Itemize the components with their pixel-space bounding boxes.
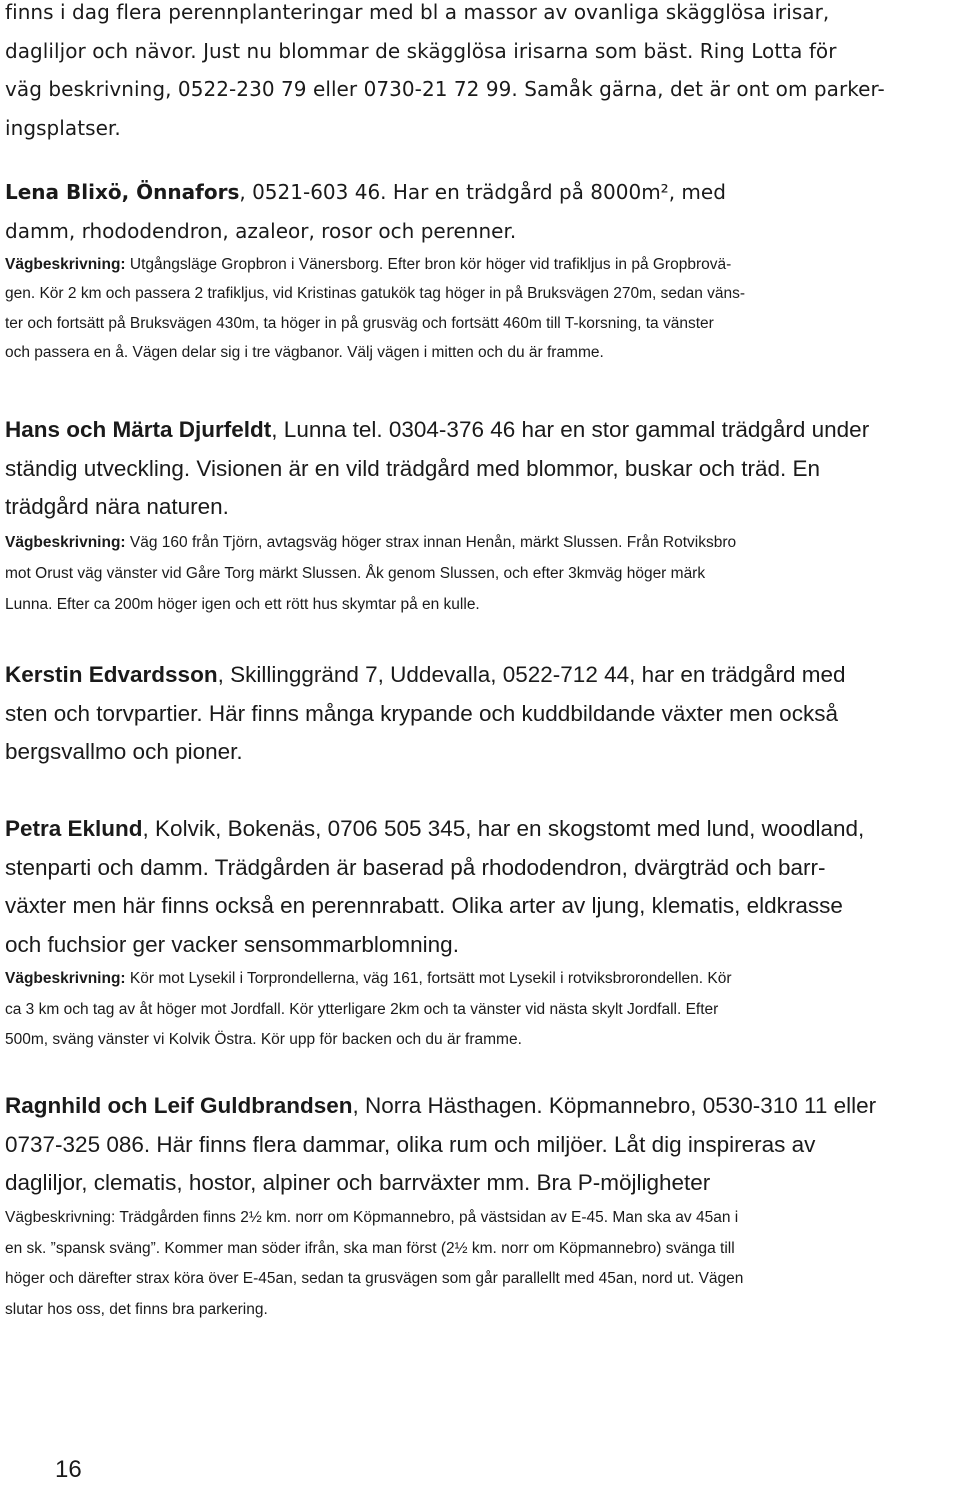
garden-name: Petra Eklund [5,816,143,841]
garden-description: bergsvallmo och pioner. [5,739,243,764]
directions-text: ca 3 km och tag av åt höger mot Jordfall. Kör ytterligare 2km och ta vänster vid nästa skylt Jordfall. Efter [5,1000,719,1018]
garden-description: och fuchsior ger vacker sensommarblomning. [5,931,459,957]
intro-line: ingsplatser. [5,115,121,140]
garden-description: trädgård nära naturen. [5,494,229,519]
directions-text: och passera en å. Vägen delar sig i tre vägbanor. Välj vägen i mitten och du är framme. [5,343,604,361]
garden-name: Kerstin Edvardsson [5,662,218,687]
directions-guldbrandsen [5,1203,955,1325]
directions-text: 500m, sväng vänster vi Kolvik Östra. Kör upp för backen och du är framme. [5,1031,522,1048]
directions-text: Kör mot Lysekil i Torprondellerna, väg 161, fortsätt mot Lysekil i rotviksbrorondellen. Kör [125,970,732,987]
garden-entry-eklund [5,810,955,964]
garden-description: sten och torvpartier. Här finns många krypande och kuddbildande växter men också [5,700,838,726]
directions-text: Vägbeskrivning: Trädgården finns 2½ km. norr om Köpmannebro, på västsidan av E-45. Man ska av 45an i [5,1209,739,1226]
directions-text: ter och fortsätt på Bruksvägen 430m, ta höger in på grusväg och fortsätt 460m till T-korsning, ta vänster [5,314,714,332]
garden-description: växter men här finns också en perennrabatt. Olika arter av ljung, klematis, eldkrasse [5,893,843,918]
directions-text: mot Orust väg vänster vid Gåre Torg märkt Slussen. Åk genom Slussen, och efter 3kmväg höger märk [5,565,706,582]
directions-text: Väg 160 från Tjörn, avtagsväg höger strax innan Henån, märkt Slussen. Från Rotviksbro [125,534,737,551]
garden-description: 0737-325 086. Här finns flera dammar, olika rum och miljöer. Låt dig inspireras av [5,1131,816,1157]
garden-description: stenparti och damm. Trädgården är baserad på rhododendron, dvärgträd och barr- [5,854,826,880]
garden-description: , Skillinggränd 7, Uddevalla, 0522-712 44, har en trädgård med [217,662,846,687]
garden-description: damm, rhododendron, azaleor, rosor och perenner. [5,218,517,243]
directions-text: gen. Kör 2 km och passera 2 trafikljus, vid Kristinas gatukök tag höger in på Bruksvägen 270m, sedan väns- [5,285,746,303]
garden-description: , Norra Hästhagen. Köpmannebro, 0530-310 11 eller [352,1093,877,1118]
intro-line: dagliljor och nävor. Just nu blommar de skägglösa irisarna som bäst. Ring Lotta för [5,38,837,63]
garden-name: Hans och Märta Djurfeldt [5,417,272,442]
garden-entry-edvardsson [5,656,955,772]
directions-text: höger och därefter strax köra över E-45an, sedan ta grusvägen som går parallellt med 45an, nord ut. Vägen [5,1270,744,1287]
intro-paragraph [5,0,955,147]
garden-entry-djurfeldt [5,411,955,527]
directions-djurfeldt [5,527,955,620]
directions-text: en sk. ”spansk sväng”. Kommer man söder ifrån, ska man först (2½ km. norr om Köpmannebro) svänga till [5,1239,735,1257]
directions-label: Vägbeskrivning: [5,256,126,273]
garden-entry-lena-blixo [5,173,955,250]
intro-line: finns i dag flera perennplanteringar med bl a massor av ovanliga skägglösa irisar, [5,0,830,24]
directions-text: Utgångsläge Gropbron i Vänersborg. Efter bron kör höger vid trafikljus in på Gropbrovä- [125,256,732,273]
directions-label: Vägbeskrivning: [5,534,126,551]
garden-description: , Lunna tel. 0304-376 46 har en stor gammal trädgård under [271,417,870,442]
garden-description: dagliljor, clematis, hostor, alpiner och barrväxter mm. Bra P-möjligheter [5,1170,711,1195]
intro-line: väg beskrivning, 0522-230 79 eller 0730-21 72 99. Samåk gärna, det är ont om parker- [5,77,885,101]
garden-description: , Kolvik, Bokenäs, 0706 505 345, har en skogstomt med lund, woodland, [142,816,865,841]
directions-text: Lunna. Efter ca 200m höger igen och ett rött hus skymtar på en kulle. [5,596,480,613]
garden-description: , 0521-603 46. Har en trädgård på 8000m², med [239,180,726,204]
page-number: 16 [55,1456,82,1483]
directions-label: Vägbeskrivning: [5,970,126,987]
directions-text: slutar hos oss, det finns bra parkering. [5,1300,268,1318]
garden-entry-guldbrandsen [5,1087,955,1203]
directions-lena-blixo [5,250,955,367]
garden-name: Lena Blixö, Önnafors [5,180,240,204]
garden-name: Ragnhild och Leif Guldbrandsen [5,1093,353,1118]
garden-description: ständig utveckling. Visionen är en vild trädgård med blommor, buskar och träd. En [5,455,821,481]
directions-eklund [5,964,955,1056]
